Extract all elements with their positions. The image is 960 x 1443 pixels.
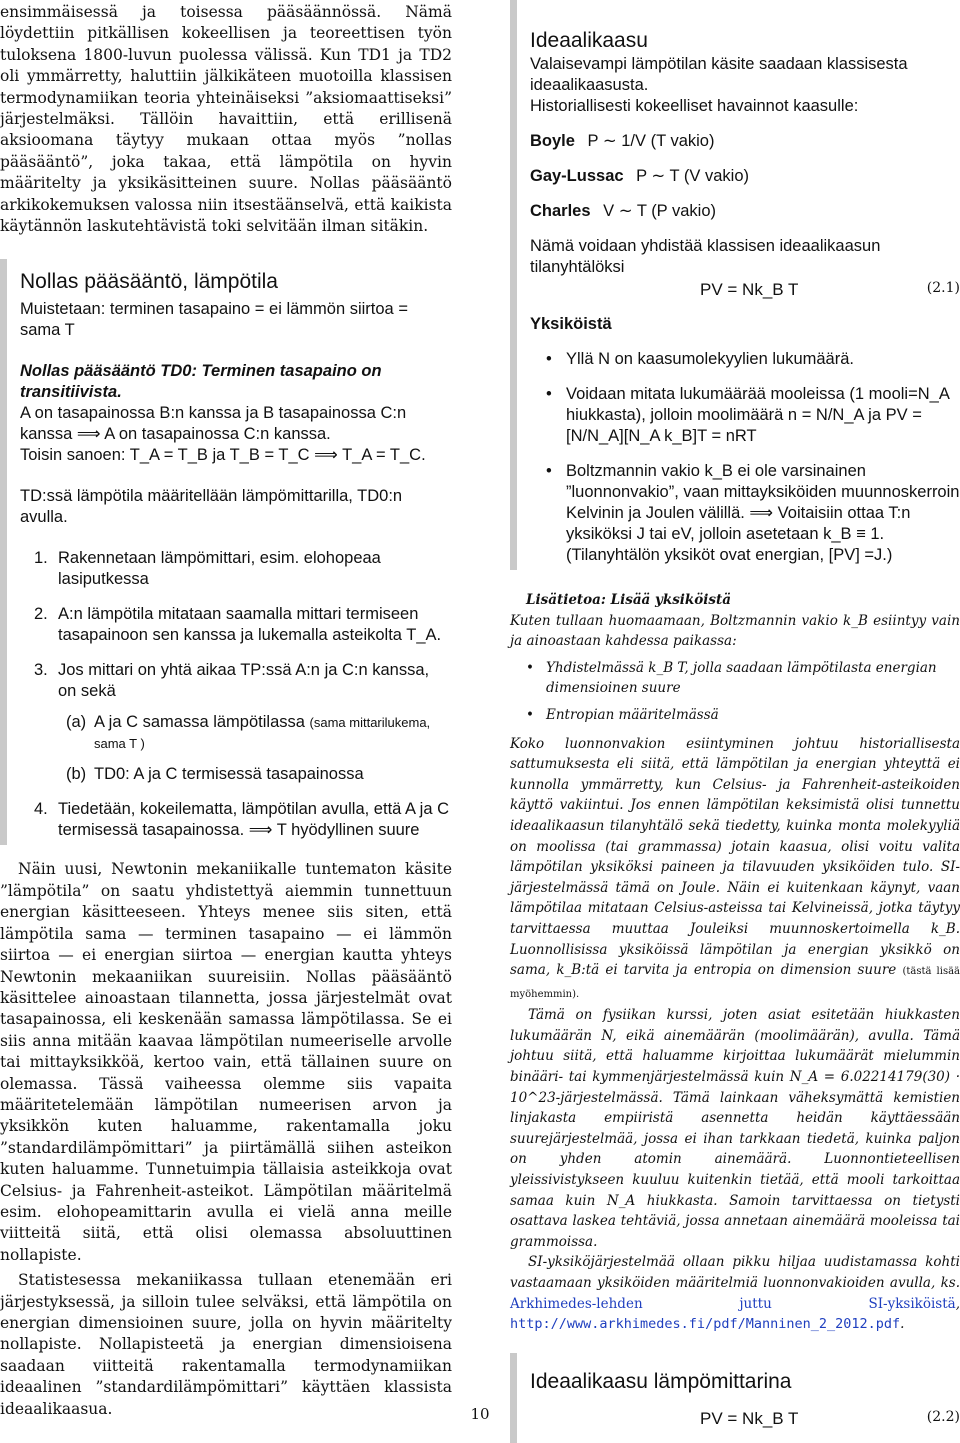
substeps-list: [58, 712, 452, 785]
note-intro: Kuten tullaan huomaamaan, Boltzmannin vakio k_B esiintyy vain ja ainoastaan kahdessa paikassa:: [510, 612, 960, 650]
list-item: 1. Rakennetaan lämpömittari, esim. elohopeaa lasiputkessa: [34, 549, 381, 589]
equation-2-2: PV = Nk_B T (2.2): [700, 1408, 960, 1428]
list-item: 2. A:n lämpötila mitataan saamalla mittari termiseen tasapainoon sen kanssa ja lukemalla asteikolta T_A.: [34, 605, 442, 645]
gas-law: Charles V ∼ T (P vakio): [530, 202, 716, 220]
law-statement: A on tasapainossa B:n kanssa ja B tasapainossa C:n kanssa ⟹ A on tasapainossa C:n kanssa.: [20, 404, 407, 444]
units-heading: Yksiköistä: [530, 315, 612, 333]
ideal-gas-intro: Valaisevampi lämpötilan käsite saadaan klassisesta ideaalikaasusta.: [530, 55, 908, 94]
combine-text: Nämä voidaan yhdistää klassisen ideaalikaasun tilanyhtälöksi: [530, 237, 881, 276]
ideal-gas-history: Historiallisesti kokeelliset havainnot kaasulle:: [530, 97, 859, 115]
box-bar: [510, 0, 517, 570]
box-title: Ideaalikaasu lämpömittarina: [530, 1369, 792, 1393]
left-column: [0, 0, 452, 1420]
ideal-gas-box: [510, 0, 960, 570]
zeroth-law-box: [0, 259, 452, 845]
info-note: [510, 590, 960, 1335]
note-heading: Lisätietoa: Lisää yksiköistä: [526, 592, 732, 608]
list-item: • Entropian määritelmässä: [510, 705, 960, 726]
list-item: • Boltzmannin vakio k_B ei ole varsinainen ”luonnonvakio”, vaan mittayksiköiden muunnoskerroin Kelvinin ja Joulen välillä. ⟹ Voitaisiin ottaa T:n yksiköksi J tai eV, jolloin asetetaan k_B ≡ 1. (Tilanyhtälön yksiköt ovat energian, [PV] =J.): [530, 461, 960, 566]
definition-text: TD:ssä lämpötila määritellään lämpömittarilla, TD0:n avulla.: [20, 487, 403, 527]
box-bar: [0, 259, 7, 845]
list-item: 4. Tiedetään, kokeilematta, lämpötilan avulla, että A ja C termisessä tasapainossa. ⟹ T hyödyllinen suure: [34, 800, 450, 840]
note-list: [510, 658, 960, 726]
steps-list: [20, 548, 452, 841]
page-number: 10: [470, 1405, 490, 1423]
gas-laws: [530, 131, 960, 222]
list-item: 3. Jos mittari on yhtä aikaa TP:ssä A:n ja C:n kanssa, on sekä (a) A ja C samassa lämpötilassa (sama mittarilukema, sama T ) (b) TD0: A ja C termisessä tasapainossa: [20, 660, 452, 785]
remember-text: Muistetaan: terminen tasapaino = ei lämmön siirtoa = sama T: [20, 300, 408, 340]
list-item: • Voidaan mitata lukumäärää mooleissa (1 mooli=N_A hiukkasta), jolloin moolimäärä n = N/N_A ja PV = [N/N_A][N_A k_B]T = nRT: [530, 384, 960, 447]
right-column: [510, 0, 960, 1443]
gas-law: Boyle P ∼ 1/V (T vakio): [530, 132, 715, 150]
box-title: Ideaalikaasu: [530, 29, 648, 52]
law-formula: Toisin sanoen: T_A = T_B ja T_B = T_C ⟹ T_A = T_C.: [20, 446, 426, 465]
list-item: (a) A ja C samassa lämpötilassa (sama mittarilukema, sama T ): [66, 713, 431, 752]
body-paragraph: Näin uusi, Newtonin mekaniikalle tuntematon käsite ”lämpötila” on saatu yhdistettyä aiemmin tunnettuun energian käsitteeseen. Yhteys menee siis siten, että lämpötila sama — terminen tasapaino — ei lämmön siirtoa — ei energian siirtoa — energian kautta yhteys Newtonin mekaaniikan suureisiin. Nollas pääsääntö käsittelee ainoastaan tilannetta, jossa järjestelmät ovat tasapainossa, eli keskenään samassa lämpötilassa. Se ei siis anna mitään kaavaa lämpötilan numeeriselle arvolle tai mittayksikköä, kertoo vain, että tällainen suure on olemassa. Tässä vaiheessa olemme siis vapaita määritetelemään lämpötilan numeerisen arvon ja yksikkön kuten haluamme, rakentamalla joku ”standardilämpömittari” ja piirtämällä siihen asteikon kuten haluamme. Tunnetuimpia tällaisia asteikkoja ovat Celsius- ja Fahrenheit-asteikot. Lämpötilan määritelmä esim. elohopeamittarin avulla ei vielä anna meille viitteitä siitä, että olisi olemassa absoluuttinen nollapiste.: [0, 860, 452, 1264]
intro-paragraph: ensimmäisessä ja toisessa pääsäännössä. Nämä löydettiin pitkällisen kokeellisen ja teoreettisen työn tuloksena 1800-luvun puolessa välissä. Kun TD1 ja TD2 oli ymmärretty, haluttiin jälkikäteen muotoilla klassisen termodynamiikan teoria yhteinäiseksi ”aksiomaattiseksi” järjestelmäksi. Tällöin havaittiin, että erillisenä aksioomana täytyy mukaan ottaa myös ”nollas pääsääntö”, joka takaa, että lämpötila on hyvin määritelty ja yksikäsitteinen suure. Nollas pääsääntö arkikokemuksen valossa niin itsestäänselvä, että kaikista käytännön laskutehtävistä toki selvitään ilman sitäkin.: [0, 3, 452, 236]
article-link[interactable]: Arkhimedes-lehden juttu SI-yksiköistä: [510, 1295, 956, 1312]
body-paragraph: Statistesessa mekaniikassa tullaan etenemään eri järjestyksessä, ja silloin tulee selväksi, että lämpötila on energian dimensioinen suure, jolla on hyvin määritelty nollapiste. Nollapisteetä ja energian dimensioisena saadaan viitteitä rakentamalla termodynamiikan ideaalinen ”standardilämpömittari” käyttäen klassista ideaalikaasua.: [0, 1271, 452, 1418]
note-paragraph: Koko luonnonvakion esiintyminen johtuu historiallisesta sattumuksesta eli siitä, että lämpötilan ja energian yhteyttä ei kunnolla ymmärretty, kun Celsius- ja Fahrenheit-asteikoiden käyttö vakiintui. Jos ennen lämpötilan keksimistä olisi tunnettu ideaalikaasun tilanyhtälö sekä tiedetty, kuinka monta molekyyliä on moolissa (tai grammassa) jotain kaasua, olisi voitu valita lämpötilan yksiköksi paineen ja tilavuuden yksiköiden tulo. SI-järjestelmässä tämä on Joule. Näin ei kuitenkaan käynyt, vaan lämpötilaa mitataan Celsius-asteissa tai Kelvineissä, jotka täytyy tarvittaessa muuttaa Jouleiksi muunnoskertoimella k_B. Luonnollisissa yksiköissä lämpötilan ja energian yksikkö on sama, k_B:tä ei tarvita ja entropia on dimension suure (tästä lisää myöhemmin).: [510, 735, 960, 1000]
note-paragraph: SI-yksiköjärjestelmää ollaan pikku hiljaa uudistamassa kohti vastaamaan yksiköiden määritelmiä luonnonvakioiden avulla, ks. Arkhimedes-lehden juttu SI-yksiköistä, http://www.arkhimedes.fi/pdf/Manninen_2_2012.pdf.: [510, 1254, 960, 1333]
units-list: [530, 349, 960, 566]
note-paragraph: Tämä on fysiikan kurssi, joten asiat esitetään hiukkasten lukumäärän N, eikä ainemäärän (moolimäärän), avulla. Tämä johtuu siitä, että haluamme kirjoittaa lukumäärät mielummin binääri- tai kymmenjärjestelmässä kuin N_A = 6.02214179(30) · 10^23-järjestelmässä. Tämä lainkaan väheksymättä kemistien linjakasta empiiristä asennetta heidän käyttäessään suurejärjestelmää, jossa ei ihan tarkkaan tiedetä, kuinka paljon on yhden atomin ainemäärä. Luonnontieteellisen yleissivistykseen kuuluu kuitenkin tietää, että mooli tarkoittaa samaa kuin N_A hiukkasta. Samoin tarvittaessa on tietysti osattava laskea tehtäviä, jossa annetaan ainemäärä mooleissa tai grammoissa.: [510, 1007, 960, 1250]
list-item: • Yllä N on kaasumolekyylien lukumäärä.: [530, 349, 960, 370]
box-title: Nollas pääsääntö, lämpötila: [20, 270, 278, 294]
thermometer-box: [510, 1353, 960, 1443]
box-bar: [510, 1353, 517, 1443]
list-item: (b) TD0: A ja C termisessä tasapainossa: [66, 765, 364, 784]
gas-law: Gay-Lussac P ∼ T (V vakio): [530, 167, 750, 185]
list-item: • Yhdistelmässä k_B T, jolla saadaan lämpötilasta energian dimensioinen suure: [510, 658, 960, 699]
law-heading: Nollas pääsääntö TD0: Terminen tasapaino on transitiivista.: [20, 362, 382, 402]
article-url[interactable]: http://www.arkhimedes.fi/pdf/Manninen_2_2012.pdf: [510, 1316, 901, 1333]
equation-2-1: PV = Nk_B T (2.1): [700, 280, 960, 299]
